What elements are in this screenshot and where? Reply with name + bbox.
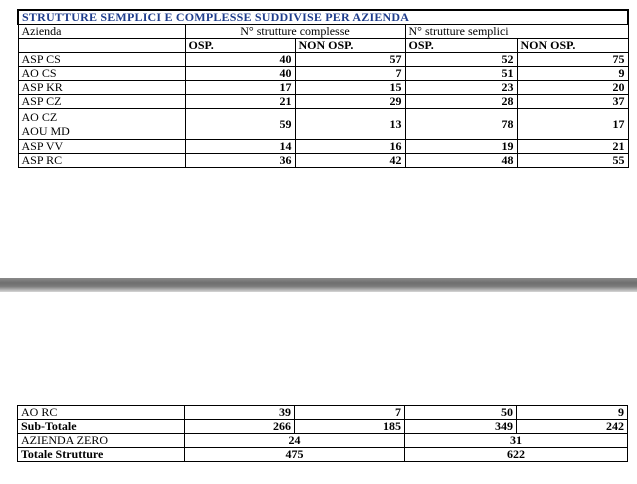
azienda-cell: ASP VV (18, 140, 185, 154)
azienda-header-blank (18, 39, 185, 53)
complesse-non-osp-cell: 42 (295, 154, 405, 168)
complesse-osp-cell: 21 (185, 95, 295, 109)
header-row-2 (18, 39, 628, 53)
complesse-non-osp-cell: 29 (295, 95, 405, 109)
complesse-non-osp-cell: 13 (295, 109, 405, 140)
semplici-non-osp-cell: 9 (517, 406, 628, 420)
complesse-osp-cell: 39 (185, 406, 295, 420)
complesse-osp-cell: 59 (185, 109, 295, 140)
totale-complesse: 475 (185, 448, 405, 462)
azienda-zero-complesse: 24 (185, 434, 405, 448)
totale-semplici: 622 (405, 448, 628, 462)
table-row (18, 140, 628, 154)
semplici-non-osp-cell: 75 (517, 53, 628, 67)
complesse-osp-header: OSP. (185, 39, 295, 53)
semplici-osp-cell: 349 (405, 420, 517, 434)
azienda-name: AO CZ (21, 110, 58, 124)
complesse-osp-cell: 36 (185, 154, 295, 168)
table-title: STRUTTURE SEMPLICI E COMPLESSE SUDDIVISE PER AZIENDA (18, 10, 628, 25)
semplici-osp-cell: 28 (405, 95, 517, 109)
semplici-non-osp-cell: 20 (517, 81, 628, 95)
table-row (18, 109, 628, 140)
semplici-osp-cell: 52 (405, 53, 517, 67)
semplici-non-osp-header: NON OSP. (517, 39, 628, 53)
strutture-table-bottom (17, 405, 628, 462)
subtotal-row (18, 420, 628, 434)
subtotal-label: Sub-Totale (18, 420, 185, 434)
complesse-non-osp-cell: 7 (295, 67, 405, 81)
complesse-osp-cell: 40 (185, 67, 295, 81)
complesse-osp-cell: 40 (185, 53, 295, 67)
semplici-non-osp-cell: 37 (517, 95, 628, 109)
semplici-non-osp-cell: 9 (517, 67, 628, 81)
semplici-non-osp-cell: 17 (517, 109, 628, 140)
azienda-zero-row (18, 434, 628, 448)
semplici-osp-cell: 48 (405, 154, 517, 168)
table-row (18, 95, 628, 109)
semplici-osp-header: OSP. (405, 39, 517, 53)
totale-label: Totale Strutture (18, 448, 185, 462)
complesse-header: N° strutture complesse (185, 25, 405, 39)
semplici-osp-cell: 23 (405, 81, 517, 95)
semplici-non-osp-cell: 55 (517, 154, 628, 168)
semplici-osp-cell: 19 (405, 140, 517, 154)
azienda-cell: ASP RC (18, 154, 185, 168)
azienda-cell: ASP CZ (18, 95, 185, 109)
header-row-1 (18, 25, 628, 39)
page-break-divider (0, 278, 637, 292)
semplici-non-osp-cell: 21 (517, 140, 628, 154)
azienda-name: AOU MD (21, 124, 70, 138)
complesse-osp-cell: 17 (185, 81, 295, 95)
semplici-osp-cell: 78 (405, 109, 517, 140)
table-row (18, 67, 628, 81)
semplici-non-osp-cell: 242 (517, 420, 628, 434)
azienda-zero-label: AZIENDA ZERO (18, 434, 185, 448)
semplici-osp-cell: 51 (405, 67, 517, 81)
totale-row (18, 448, 628, 462)
semplici-osp-cell: 50 (405, 406, 517, 420)
complesse-non-osp-cell: 57 (295, 53, 405, 67)
azienda-cell (18, 109, 185, 140)
complesse-non-osp-cell: 185 (295, 420, 405, 434)
title-row (18, 10, 628, 25)
complesse-non-osp-cell: 15 (295, 81, 405, 95)
azienda-header: Azienda (18, 25, 185, 39)
table-row (18, 406, 628, 420)
strutture-table-top (17, 9, 629, 168)
azienda-cell: AO RC (18, 406, 185, 420)
complesse-non-osp-cell: 7 (295, 406, 405, 420)
azienda-cell: ASP CS (18, 53, 185, 67)
table-row (18, 53, 628, 67)
azienda-zero-semplici: 31 (405, 434, 628, 448)
complesse-non-osp-header: NON OSP. (295, 39, 405, 53)
table-row (18, 81, 628, 95)
semplici-header: N° strutture semplici (405, 25, 628, 39)
table-row (18, 154, 628, 168)
complesse-osp-cell: 266 (185, 420, 295, 434)
azienda-cell: ASP KR (18, 81, 185, 95)
azienda-cell: AO CS (18, 67, 185, 81)
complesse-non-osp-cell: 16 (295, 140, 405, 154)
complesse-osp-cell: 14 (185, 140, 295, 154)
